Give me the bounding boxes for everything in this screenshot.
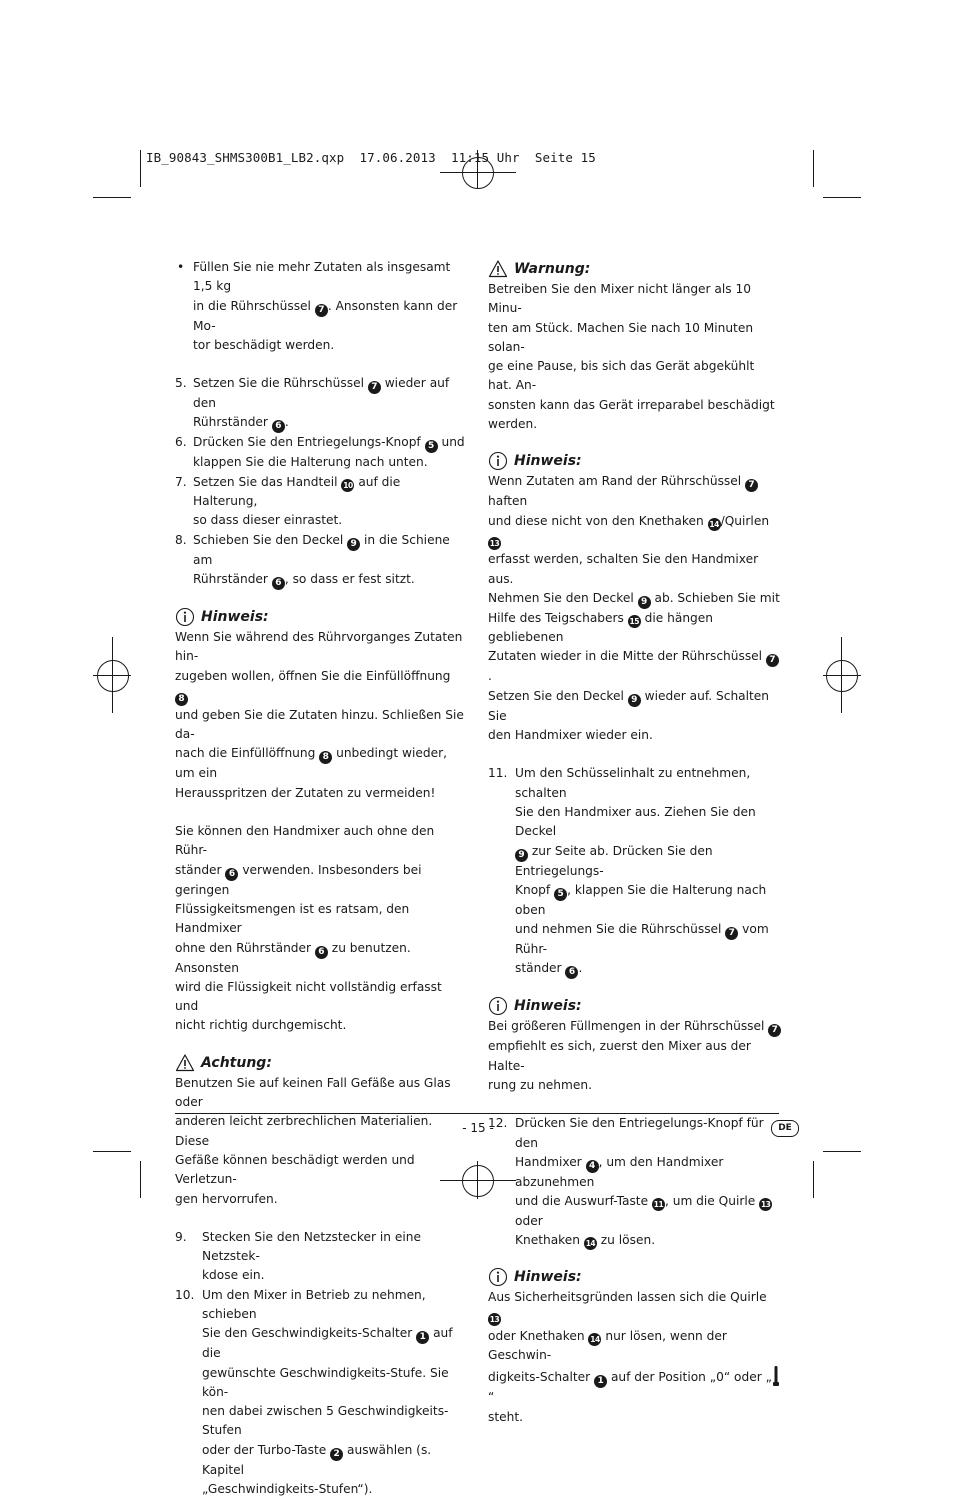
ref-9-icon: 9	[638, 596, 651, 609]
ref-10-icon: 10	[343, 480, 353, 490]
ref-14-icon: 14	[709, 519, 719, 529]
text-line: so dass dieser einrastet.	[193, 513, 343, 528]
ref-15-icon: 15	[629, 616, 639, 626]
ref-1-icon: 1	[594, 1375, 607, 1388]
text-line: tor beschädigt werden.	[193, 337, 335, 352]
step-12: 12. Drücken Sie den Entriegelungs-Knopf für den Handmixer 4 , um den Handmixer abzunehmen und die Auswurf-Taste 11 , um die Quirle 13 oder Knethaken 14 zu lösen.	[488, 1114, 782, 1250]
crop-mark	[93, 1151, 131, 1152]
text-line: Zutaten wieder in die Mitte der Rührschüssel 7.	[488, 647, 782, 686]
ref-5-icon: 5	[554, 888, 567, 901]
warning-icon	[488, 259, 508, 279]
text-line: Drücken Sie den Entriegelungs-Knopf für den	[515, 1116, 764, 1150]
text-line: Wenn Zutaten am Rand der Rührschüssel 7 haften	[488, 472, 782, 511]
text-line: nach die Einfüllöffnung 8 unbedingt wieder, um ein	[175, 746, 447, 781]
ref-11-icon: 11	[653, 1200, 664, 1210]
text-line: Aus Sicherheitsgründen lassen sich die Quirle 13	[488, 1290, 767, 1325]
text-line: 9 zur Seite ab. Drücken Sie den Entriegelungs-	[515, 843, 713, 878]
text-line: rung zu nehmen.	[488, 1078, 592, 1093]
registration-circle	[97, 660, 129, 692]
hinweis-heading: Hinweis:	[488, 1266, 782, 1288]
text-line: Bei größeren Füllmengen in der Rührschüssel 7	[488, 1017, 782, 1037]
text-line: und die Auswurf-Taste 11 , um die Quirle 13 oder	[515, 1194, 771, 1228]
crop-mark	[140, 150, 141, 187]
ref-7-icon: 7	[768, 1024, 781, 1037]
crop-mark	[823, 1151, 861, 1152]
crop-mark	[813, 1161, 814, 1198]
text-line: Gefäße können beschädigt werden und Verletzun-	[175, 1152, 415, 1187]
text-line: Handmixer 4 , um den Handmixer abzunehmen	[515, 1154, 724, 1189]
text-line: und nehmen Sie die Rührschüssel 7 vom Rühr-	[515, 922, 769, 957]
ref-6-icon: 6	[565, 966, 578, 979]
ref-7-icon: 7	[368, 381, 381, 394]
ref-4-icon: 4	[586, 1160, 599, 1173]
text-line: Rührständer 6 .	[193, 415, 289, 432]
ref-8-icon: 8	[319, 751, 332, 764]
text-line: ge eine Pause, bis sich das Gerät abgekühlt hat. An-	[488, 359, 755, 393]
text-line: wird die Flüssigkeit nicht vollständig erfasst und	[175, 979, 442, 1014]
text-line: Um den Schüsselinhalt zu entnehmen, schalten	[515, 766, 751, 800]
info-icon	[488, 1267, 508, 1287]
ref-5-icon: 5	[425, 440, 438, 453]
text-line: in die Rührschüssel 7 . Ansonsten kann der Mo-	[193, 298, 458, 333]
ref-9-icon: 9	[515, 849, 528, 862]
ref-7-icon: 7	[725, 927, 738, 940]
info-icon	[488, 996, 508, 1016]
text-line: den Handmixer wieder ein.	[488, 728, 653, 743]
text-line: Hilfe des Teigschabers 15 die hängen gebliebenen	[488, 610, 714, 645]
right-column	[488, 258, 782, 1427]
text-line: Wenn Sie während des Rührvorganges Zutaten hin-	[175, 629, 463, 664]
achtung-heading: Achtung:	[175, 1052, 467, 1074]
text-line: Sie den Geschwindigkeits-Schalter 1 auf die	[202, 1326, 453, 1361]
footer-rule	[175, 1113, 779, 1114]
text-line: und diese nicht von den Knethaken 14 /Quirlen 13	[488, 513, 770, 548]
text-line: Rührständer 6 , so dass er fest sitzt.	[193, 571, 415, 588]
left-column	[175, 258, 467, 1499]
text-line: Drücken Sie den Entriegelungs-Knopf 5 und	[193, 435, 465, 452]
text-line: ohne den Rührständer 6 zu benutzen. Ansonsten	[175, 940, 411, 975]
text-line: Um den Mixer in Betrieb zu nehmen, schieben	[202, 1287, 426, 1321]
text-line: anderen leicht zerbrechlichen Materialien. Diese	[175, 1114, 433, 1148]
page-number: - 15 -	[462, 1121, 494, 1135]
ref-7-icon: 7	[315, 304, 328, 317]
text-line: nen dabei zwischen 5 Geschwindigkeits-Stufen	[202, 1404, 449, 1438]
hinweis-heading: Hinweis:	[175, 606, 467, 628]
crop-mark	[93, 197, 131, 198]
step-8: 8. Schieben Sie den Deckel 9 in die Schiene am Rührständer 6 , so dass er fest sitzt.	[175, 531, 467, 590]
text-line: Sie können den Handmixer auch ohne den Rühr-	[175, 824, 435, 858]
ref-14-icon: 14	[585, 1238, 596, 1248]
ref-6-icon: 6	[315, 946, 328, 959]
text-line: ständer 6 verwenden. Insbesonders bei geringen	[175, 862, 422, 897]
warning-icon	[175, 1053, 195, 1073]
text-line: Setzen Sie das Handteil 10 auf die Halterung,	[193, 474, 401, 509]
text-line: Setzen Sie die Rührschüssel 7 wieder auf den	[193, 376, 450, 411]
info-icon	[175, 607, 195, 627]
text-line: sonsten kann das Gerät irreparabel beschädigt	[488, 397, 775, 412]
info-icon	[488, 451, 508, 471]
text-line: Herausspritzen der Zutaten zu vermeiden!	[175, 785, 436, 800]
ref-14-icon: 14	[590, 1334, 600, 1344]
step-9: 9. Stecken Sie den Netzstecker in eine Netzstek- kdose ein.	[175, 1228, 467, 1286]
ref-13-icon: 13	[489, 538, 500, 548]
text-line: Stecken Sie den Netzstecker in eine Netzstek-	[202, 1229, 421, 1264]
crop-mark	[823, 197, 861, 198]
text-line: ten am Stück. Machen Sie nach 10 Minuten solan-	[488, 320, 754, 354]
text-line: und geben Sie die Zutaten hinzu. Schließen Sie da-	[175, 707, 464, 742]
bullet-item	[175, 258, 467, 355]
language-badge: DE	[771, 1120, 799, 1137]
ref-7-icon: 7	[745, 479, 758, 492]
step-6: 6. Drücken Sie den Entriegelungs-Knopf 5 und klappen Sie die Halterung nach unten.	[175, 433, 467, 472]
hinweis-heading: Hinweis:	[488, 450, 782, 472]
text-line: Benutzen Sie auf keinen Fall Gefäße aus Glas oder	[175, 1075, 451, 1110]
bullet-icon: •	[177, 260, 185, 274]
ref-13-icon: 13	[760, 1200, 771, 1210]
text-line: Flüssigkeitsmengen ist es ratsam, den Handmixer	[175, 901, 410, 936]
crop-mark	[813, 150, 814, 187]
text-line: Schieben Sie den Deckel 9 in die Schiene am	[193, 532, 450, 567]
text-line: zugeben wollen, öffnen Sie die Einfüllöffnung 8	[175, 668, 451, 704]
ref-6-icon: 6	[272, 420, 285, 433]
text-line: Füllen Sie nie mehr Zutaten als insgesamt 1,5 kg	[193, 260, 451, 294]
ref-9-icon: 9	[628, 694, 641, 707]
warnung-heading: Warnung:	[488, 258, 782, 280]
ref-8-icon: 8	[175, 693, 188, 706]
ref-6-icon: 6	[272, 577, 285, 590]
text-line: Betreiben Sie den Mixer nicht länger als 10 Minu-	[488, 282, 752, 316]
text-line: empfiehlt es sich, zuerst den Mixer aus der Halte-	[488, 1039, 751, 1073]
step-10: 10. Um den Mixer in Betrieb zu nehmen, schieben Sie den Geschwindigkeits-Schalter 1 auf die gewünschte Geschwindigkeits-Stufe. Sie kön- nen dabei zwischen 5 Geschwindigkeits-Stufen oder der Turbo-Taste 2 auswählen (s. Kapitel „Geschwindigkeits-Stufen“).	[175, 1286, 467, 1499]
file-slug: IB_90843_SHMS300B1_LB2.qxp 17.06.2013 11:15 Uhr Seite 15	[146, 150, 596, 165]
text-line: digkeits-Schalter 1 auf der Position „0“ oder „“	[488, 1365, 782, 1407]
text-line: Nehmen Sie den Deckel 9 ab. Schieben Sie mit	[488, 590, 780, 607]
text-line: ständer 6 .	[515, 961, 583, 978]
text-line: Setzen Sie den Deckel 9 wieder auf. Schalten Sie	[488, 688, 770, 723]
step-7: 7. Setzen Sie das Handteil 10 auf die Halterung, so dass dieser einrastet.	[175, 473, 467, 531]
text-line: gewünschte Geschwindigkeits-Stufe. Sie kön-	[202, 1365, 449, 1399]
text-line: Knethaken 14 zu lösen.	[515, 1232, 656, 1248]
registration-circle	[826, 660, 858, 692]
text-line: kdose ein.	[202, 1268, 265, 1283]
step-5: 5. Setzen Sie die Rührschüssel 7 wieder auf den Rührständer 6 .	[175, 374, 467, 433]
text-line: Knopf 5 , klappen Sie die Halterung nach oben	[515, 882, 767, 917]
text-line: „Geschwindigkeits-Stufen“).	[202, 1482, 373, 1497]
ref-1-icon: 1	[416, 1331, 429, 1344]
step-11: 11. Um den Schüsselinhalt zu entnehmen, schalten Sie den Handmixer aus. Ziehen Sie den Deckel 9 zur Seite ab. Drücken Sie den Entriegelungs- Knopf 5 , klappen Sie die Halterung nach oben und nehmen Sie die Rührschüssel 7 vom Rühr- ständer 6 .	[488, 764, 782, 979]
text-line: werden.	[488, 417, 538, 432]
ref-2-icon: 2	[330, 1448, 343, 1461]
text-line: klappen Sie die Halterung nach unten.	[193, 455, 428, 470]
text-line: Sie den Handmixer aus. Ziehen Sie den Deckel	[515, 804, 756, 839]
ref-9-icon: 9	[347, 538, 360, 551]
text-line: gen hervorrufen.	[175, 1191, 278, 1206]
ref-7-icon: 7	[766, 654, 779, 667]
crop-mark	[140, 1161, 141, 1198]
speed-switch-icon	[772, 1365, 780, 1387]
text-line: erfasst werden, schalten Sie den Handmixer aus.	[488, 552, 759, 586]
text-line: steht.	[488, 1409, 524, 1424]
ref-6-icon: 6	[225, 868, 238, 881]
text-line: oder der Turbo-Taste 2 auswählen (s. Kapitel	[202, 1442, 432, 1477]
hinweis-heading: Hinweis:	[488, 995, 782, 1017]
text-line: nicht richtig durchgemischt.	[175, 1018, 347, 1033]
text-line: oder Knethaken 14 nur lösen, wenn der Geschwin-	[488, 1328, 727, 1362]
ref-13-icon: 13	[489, 1315, 500, 1325]
